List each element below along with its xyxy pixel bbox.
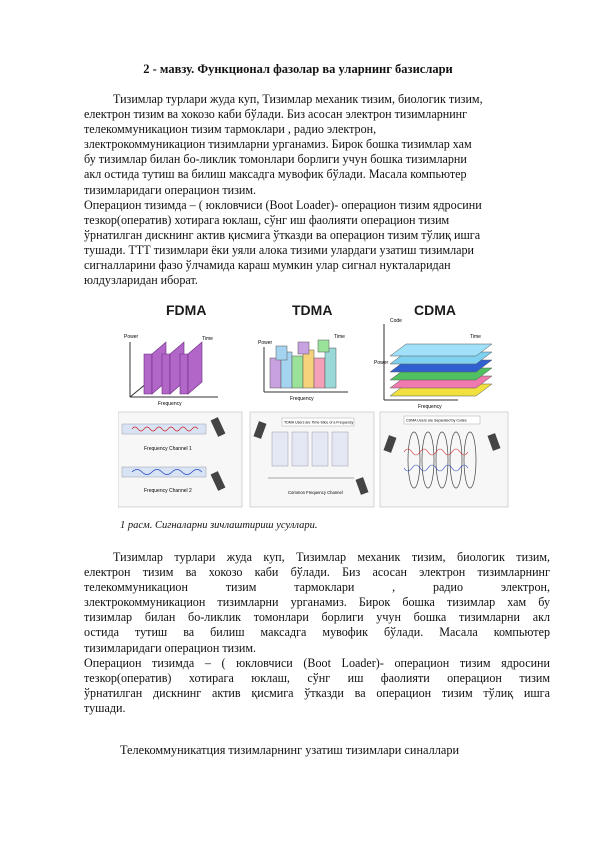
fdma-time-axis-label: Time xyxy=(202,336,213,342)
text-line: тушади. xyxy=(84,701,126,716)
text-line: остида тутиш ва билиш максадга мувофик бўлади. Масала компьютер xyxy=(84,625,550,640)
text-line: телекоммуникацион тизим тармоклари , радио электрон, xyxy=(84,580,550,595)
text-line: електрон тизим ва хокозо каби бўлади. Биз асосан электрон тизимларнинг xyxy=(84,107,468,122)
paragraph-os-repeat xyxy=(84,656,550,716)
document-title: 2 - мавзу. Функционал фазолар ва уларнинг базислари xyxy=(143,62,453,76)
text-line: тизимлар билан бо-ликлик томонлари борлиги учун бошка тизимларни акл xyxy=(84,610,550,625)
text-line: тушади. ТТТ тизимлари ёки уяли алока тизими улардаги узатиш тизимлари xyxy=(84,243,475,258)
text-line: Операцион тизимда – ( юкловчиси (Boot Loader)- операцион тизим ядросини xyxy=(84,656,550,670)
tdma-power-axis-label: Power xyxy=(258,340,273,346)
fdma-label: FDMA xyxy=(166,302,207,318)
tdma-note-label: TDMA Users are Time-Slice of a Frequency xyxy=(284,420,354,425)
text-line: тизимларидаги операцион тизим. xyxy=(84,640,257,655)
fdma-frequency-axis-label: Frequency xyxy=(158,401,182,407)
figure-caption: 1 расм. Сигналарни зичлаштириш усуллари. xyxy=(120,520,318,531)
paragraph-intro xyxy=(84,92,550,198)
cdma-frequency-axis-label: Frequency xyxy=(418,404,442,410)
cdma-note-label: CDMA Users are Separated by Codes xyxy=(406,418,467,423)
text-line: злектрокоммуникацион тизимларни урганамиз. Бирок бошка тизимлар хам бу xyxy=(84,595,550,610)
text-line: електрон тизим ва хокозо каби бўлади. Биз асосан электрон тизимларнинг xyxy=(84,565,550,580)
text-line: тизимларидаги операцион тизим. xyxy=(84,182,257,197)
cdma-time-axis-label: Time xyxy=(470,334,481,340)
tdma-frequency-axis-label: Frequency xyxy=(290,396,314,402)
figure-multiplexing xyxy=(118,302,510,510)
paragraph-intro-repeat xyxy=(84,550,550,656)
cdma-code-axis-label: Code xyxy=(390,318,402,324)
frequency-channel-2-label: Frequency Channel 2 xyxy=(144,488,192,494)
section-subheading: Телекоммуникатция тизимларнинг узатиш тизимлари синаллари xyxy=(120,743,460,757)
text-line: Тизимлар турлари жуда куп, Тизимлар механик тизим, биологик тизим, xyxy=(113,550,550,564)
text-line: бу тизимлар билан бо-ликлик томонлари борлиги учун бошка тизимларни xyxy=(84,152,467,167)
cdma-label: CDMA xyxy=(414,302,456,318)
tdma-label: TDMA xyxy=(292,302,333,318)
text-line: сигналларини фазо ўлчамида караш мумкин улар сигнал нукталаридан xyxy=(84,258,451,273)
text-line: тезкор(оператив) хотирага юклаш, сўнг иш фаолияти операцион тизим xyxy=(84,213,450,228)
paragraph-os xyxy=(84,198,550,289)
text-line: юлдузларидан иборат. xyxy=(84,273,198,288)
text-line: ўрнатилган дискнинг актив қисмига ўтказди ва операцион тизим тўлиқ ишга xyxy=(84,686,550,701)
text-line: телекоммуникацион тизим тармоклари , радио электрон, xyxy=(84,122,377,137)
cdma-diagram xyxy=(374,318,492,410)
text-line: Операцион тизимда – ( юкловчиси (Boot Loader)- операцион тизим ядросини xyxy=(84,198,482,212)
fdma-power-axis-label: Power xyxy=(124,334,139,340)
cdma-power-axis-label: Power xyxy=(374,360,389,366)
tdma-time-axis-label: Time xyxy=(334,334,345,340)
fdma-diagram xyxy=(124,334,218,407)
common-frequency-label: Common Frequency Channel xyxy=(288,490,343,495)
tdma-diagram xyxy=(258,334,348,402)
text-line: Тизимлар турлари жуда куп, Тизимлар механик тизим, биологик тизим, xyxy=(113,92,483,106)
fdma-channel-panel xyxy=(118,412,242,507)
text-line: тезкор(оператив) хотирага юклаш, сўнг иш фаолияти операцион тизим xyxy=(84,671,550,686)
tdma-channel-panel xyxy=(250,412,374,507)
text-line: акл остида тутиш ва билиш максадга мувофик бўлади. Масала компьютер xyxy=(84,167,467,182)
cdma-channel-panel xyxy=(380,412,508,507)
text-line: злектрокоммуникацион тизимларни урганамиз. Бирок бошка тизимлар хам xyxy=(84,137,472,152)
text-line: ўрнатилган дискнинг актив қисмига ўтказди ва операцион тизим тўлиқ ишга xyxy=(84,228,481,243)
frequency-channel-1-label: Frequency Channel 1 xyxy=(144,446,192,452)
figure-graphics xyxy=(118,302,510,510)
